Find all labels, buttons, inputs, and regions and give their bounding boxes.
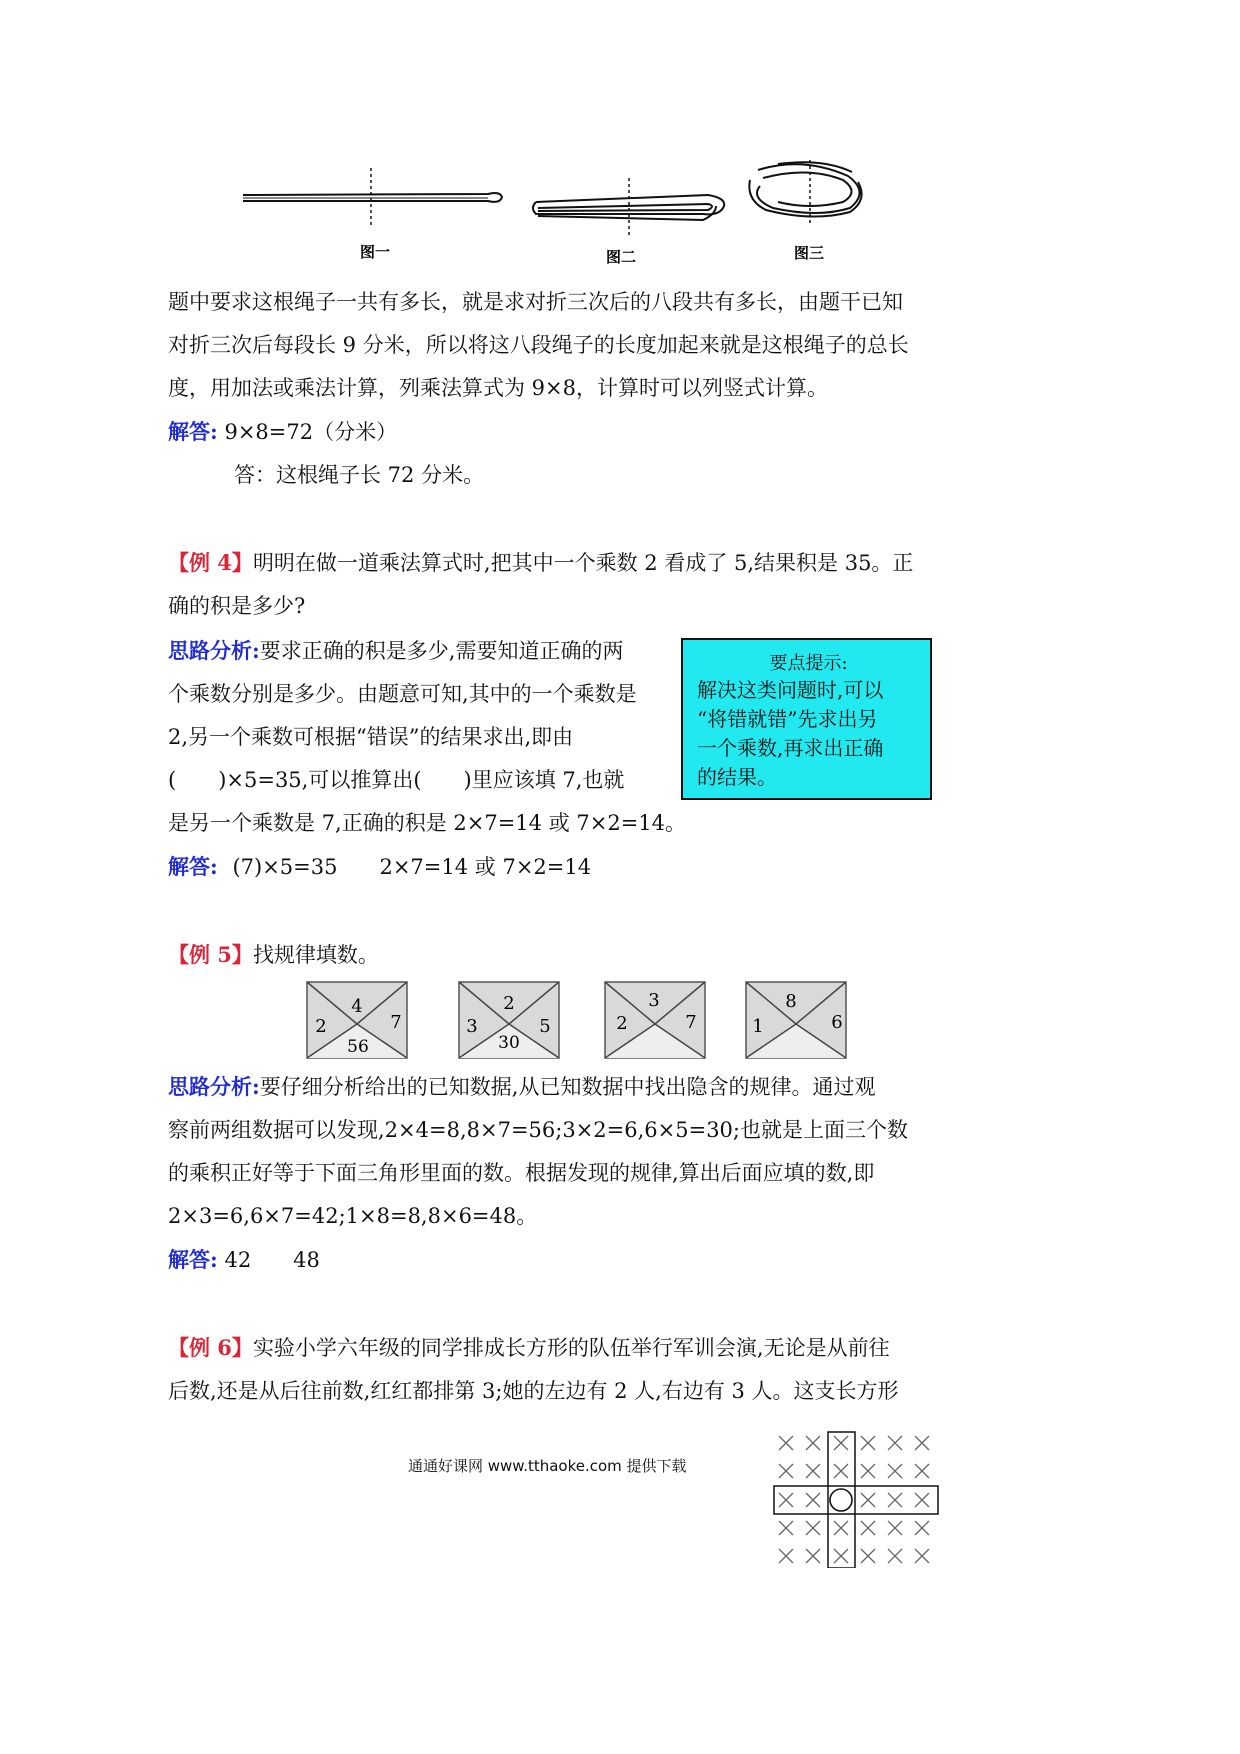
- envelope-4: [746, 982, 846, 1058]
- rope-label-3: 图三: [794, 244, 825, 262]
- envelope-2-left: 3: [466, 1016, 478, 1037]
- envelope-1-right: 7: [390, 1012, 402, 1033]
- example3-analysis: [168, 281, 909, 497]
- grid-cross-mark: [806, 1493, 820, 1507]
- example4-answer: [168, 845, 668, 889]
- example5-answer: [168, 1238, 908, 1282]
- envelope-3-top: 3: [648, 990, 660, 1011]
- column-highlight: [828, 1432, 855, 1568]
- example3-answer: [168, 410, 909, 454]
- analysis-label: 思路分析:: [168, 1074, 260, 1099]
- example4-analysis-line-5: 是另一个乘数是 7,正确的积是 2×7=14 或 7×2=14。: [168, 811, 687, 835]
- envelope-1: [307, 982, 407, 1058]
- page-footer: 通通好课网 www.tthaoke.com 提供下载: [408, 1457, 687, 1475]
- example5-analysis-first: 要仔细分析给出的已知数据,从已知数据中找出隐含的规律。通过观: [259, 1075, 876, 1099]
- grid-cross-mark: [915, 1521, 929, 1535]
- grid-cross-mark: [861, 1493, 875, 1507]
- grid-cross-mark: [915, 1436, 929, 1450]
- envelope-1-bottom: 56: [347, 1037, 369, 1057]
- envelope-4-left: 1: [752, 1016, 764, 1037]
- answer-expression: 9×8=72（分米）: [224, 420, 398, 444]
- example6-question: [168, 1326, 899, 1413]
- rope-figure-3: [749, 160, 861, 226]
- grid-cross-mark: [861, 1549, 875, 1563]
- grid-cross-mark: [861, 1436, 875, 1450]
- grid-cross-mark: [806, 1436, 820, 1450]
- grid-cross-mark: [779, 1521, 793, 1535]
- envelope-1-top: 4: [351, 996, 363, 1017]
- grid-cross-mark: [915, 1464, 929, 1478]
- example5-question-line: [168, 933, 379, 977]
- grid-cross-mark: [834, 1521, 848, 1535]
- rope-figure-1: [243, 168, 502, 228]
- rope-label-2: 图二: [606, 248, 637, 266]
- example4-answer-text: (7)×5=35 2×7=14 或 7×2=14: [232, 855, 592, 879]
- honghong-position-marker: [830, 1489, 852, 1511]
- tip-title: 要点提示:: [769, 653, 848, 674]
- example4-analysis: [168, 629, 687, 889]
- answer-label: 解答:: [168, 1247, 218, 1272]
- grid-cross-mark: [806, 1521, 820, 1535]
- example3-line-2: 对折三次后每段长 9 分米，所以将这八段绳子的长度加起来就是这根绳子的总长: [168, 333, 909, 357]
- grid-cross-mark: [834, 1464, 848, 1478]
- grid-cross-mark: [779, 1549, 793, 1563]
- example5-question-text: 找规律填数。: [252, 943, 379, 967]
- grid-cross-mark: [779, 1464, 793, 1478]
- grid-cross-mark: [888, 1436, 902, 1450]
- envelope-4-top: 8: [785, 991, 797, 1012]
- example5-analysis-line-1: [168, 1065, 908, 1109]
- envelope-3-right: 7: [685, 1012, 697, 1033]
- example4-question-line-2: 确的积是多少?: [168, 594, 306, 618]
- example4-analysis-line-2: 个乘数分别是多少。由题意可知,其中的一个乘数是: [168, 682, 637, 706]
- rope-figure-2: [533, 178, 724, 238]
- example4-question-line-1: [168, 541, 913, 585]
- envelope-2-right: 5: [539, 1016, 551, 1037]
- example5-answer-text: 42 48: [224, 1248, 320, 1272]
- example4-analysis-first: 要求正确的积是多少,需要知道正确的两: [259, 639, 624, 663]
- grid-cross-mark: [779, 1493, 793, 1507]
- example5-analysis-line-2: 察前两组数据可以发现,2×4=8,8×7=56;3×2=6,6×5=30;也就是上面三个数: [168, 1118, 908, 1142]
- example5-analysis-line-4: 2×3=6,6×7=42;1×8=8,8×6=48。: [168, 1204, 538, 1228]
- tip-line-4: 的结果。: [697, 765, 777, 789]
- rope-label-1: 图一: [360, 243, 391, 261]
- envelope-4-right: 6: [831, 1012, 843, 1033]
- envelope-2: [459, 982, 559, 1058]
- envelope-3: [605, 982, 705, 1058]
- envelope-1-left: 2: [315, 1016, 327, 1037]
- rope-figures: [238, 158, 878, 268]
- grid-cross-mark: [888, 1549, 902, 1563]
- formation-grid-figure: [770, 1430, 945, 1568]
- example3-line-3: 度，用加法或乘法计算，列乘法算式为 9×8，计算时可以列竖式计算。: [168, 376, 828, 400]
- grid-cross-mark: [888, 1464, 902, 1478]
- example5-tag: 【例 5】: [168, 942, 253, 967]
- envelope-2-bottom: 30: [498, 1033, 520, 1053]
- example5-question: [168, 933, 379, 977]
- row-highlight: [774, 1486, 938, 1514]
- grid-cross-mark: [834, 1549, 848, 1563]
- key-point-tip-box: [681, 638, 932, 800]
- grid-cross-mark: [861, 1521, 875, 1535]
- grid-cross-mark: [861, 1464, 875, 1478]
- example4-tag: 【例 4】: [168, 550, 253, 575]
- grid-cross-mark: [806, 1464, 820, 1478]
- example5-analysis: [168, 1065, 908, 1282]
- example3-answer-text: 答：这根绳子长 72 分米。: [234, 463, 485, 487]
- grid-cross-mark: [779, 1436, 793, 1450]
- example4-question: [168, 541, 913, 628]
- grid-cross-mark: [834, 1436, 848, 1450]
- tip-line-3: 一个乘数,再求出正确: [697, 736, 884, 760]
- grid-cross-mark: [915, 1493, 929, 1507]
- grid-cross-mark: [915, 1549, 929, 1563]
- tip-line-2: “将错就错”先求出另: [697, 707, 878, 731]
- tip-line-1: 解决这类问题时,可以: [697, 678, 884, 702]
- example3-line-1: 题中要求这根绳子一共有多长，就是求对折三次后的八段共有多长，由题干已知: [168, 290, 903, 314]
- example6-tag: 【例 6】: [168, 1335, 253, 1360]
- envelope-3-left: 2: [616, 1013, 628, 1034]
- example6-question-text: 实验小学六年级的同学排成长方形的队伍举行军训会演,无论是从前往: [252, 1336, 890, 1360]
- example4-analysis-line-4: ( )×5=35,可以推算出( )里应该填 7,也就: [168, 768, 625, 792]
- grid-cross-mark: [806, 1549, 820, 1563]
- envelope-figures: [300, 978, 860, 1062]
- envelope-2-top: 2: [503, 993, 515, 1014]
- example4-analysis-line-1: [168, 629, 668, 673]
- analysis-label: 思路分析:: [168, 638, 260, 663]
- grid-cross-mark: [888, 1521, 902, 1535]
- answer-label: 解答:: [168, 854, 218, 879]
- example4-question-text: 明明在做一道乘法算式时,把其中一个乘数 2 看成了 5,结果积是 35。正: [252, 551, 914, 575]
- example4-analysis-line-3: 2,另一个乘数可根据“错误”的结果求出,即由: [168, 725, 574, 749]
- example6-question-line-1: [168, 1326, 899, 1370]
- answer-label: 解答:: [168, 419, 218, 444]
- example6-question-line-2: 后数,还是从后往前数,红红都排第 3;她的左边有 2 人,右边有 3 人。这支长方形: [168, 1379, 899, 1403]
- example5-analysis-line-3: 的乘积正好等于下面三角形里面的数。根据发现的规律,算出后面应填的数,即: [168, 1161, 875, 1185]
- grid-cross-mark: [888, 1493, 902, 1507]
